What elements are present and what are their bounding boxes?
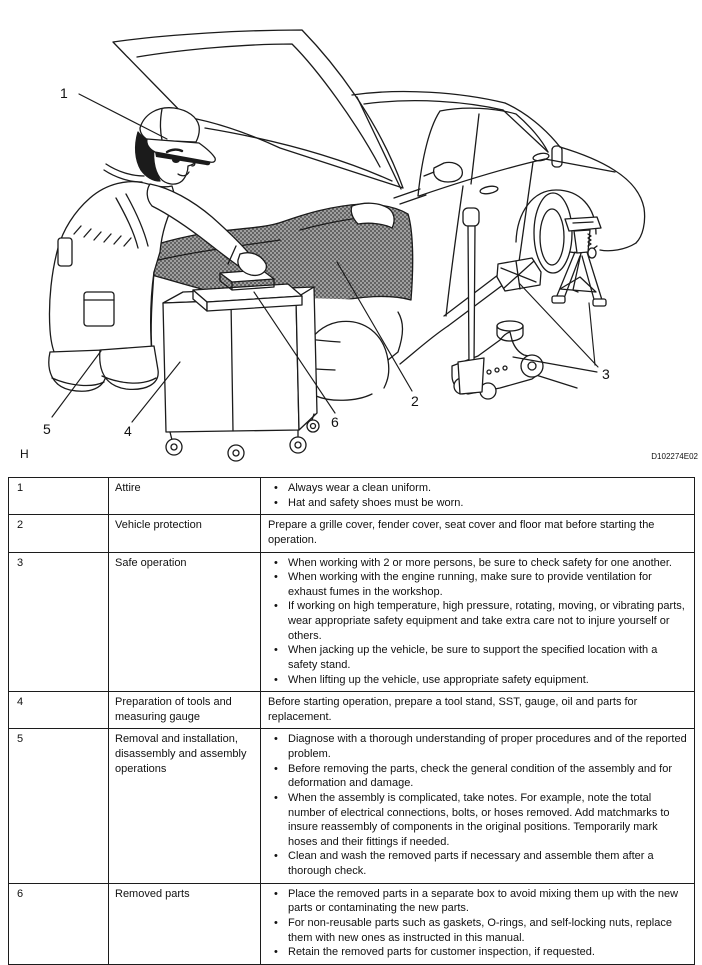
bullet-text: • When the assembly is complicated, take notes. For example, note the total number of electrical connections, bolts, or hoses removed. Add matchmarks to insure reassembly of components in the original positions. Temporarily mark hoses and their fittings if needed. [288, 791, 670, 848]
bullet-text: • Hat and safety shoes must be worn. [288, 496, 464, 509]
bullet-text: • Retain the removed parts for customer inspection, if requested. [288, 946, 595, 959]
bullet-text: • Place the removed parts in a separate box to avoid mixing them up with the new parts or contaminating the new parts. [288, 887, 679, 915]
bullet-item [266, 791, 689, 850]
table-row [9, 729, 695, 883]
safety-table-body [9, 478, 695, 965]
bullet-item [266, 762, 689, 791]
tool-cart [163, 270, 319, 461]
callout-3-leader-stand [589, 303, 595, 365]
row-content-cell [261, 515, 695, 552]
row-number-cell: 2 [9, 515, 109, 552]
row-number-cell: 3 [9, 552, 109, 692]
bullet-text: • Always wear a clean uniform. [288, 482, 432, 494]
bullet-item [266, 732, 689, 761]
bullet-item [266, 556, 689, 571]
figure-corner-label: H [20, 447, 29, 461]
row-content-cell [261, 729, 695, 883]
workshop-illustration [0, 0, 702, 470]
bullet-item [266, 887, 689, 916]
bullet-item [266, 673, 689, 688]
table-row [9, 692, 695, 729]
row-number-cell: 6 [9, 883, 109, 964]
row-content-cell [261, 552, 695, 692]
bullet-text: • If working on high temperature, high pressure, rotating, moving, or vibrating parts, wear appropriate safety equipment and take extra care not to injure yourself or others. [288, 600, 685, 642]
content-text: Before starting operation, prepare a tool stand, SST, gauge, oil and parts for replacement. [268, 696, 638, 723]
bullet-item [266, 849, 689, 878]
bullet-text: • When lifting up the vehicle, use appropriate safety equipment. [288, 673, 589, 686]
content-text: Prepare a grille cover, fender cover, seat cover and floor mat before starting the operation. [268, 519, 655, 546]
bullet-text: • When jacking up the vehicle, be sure to support the specified location with a safety stand. [288, 644, 658, 671]
callout-2: 2 [411, 393, 419, 409]
table-row [9, 478, 695, 515]
rear-wheel [534, 193, 572, 273]
jack-handle [458, 208, 484, 394]
row-content-cell [261, 883, 695, 964]
bullet-item [266, 916, 689, 945]
row-number-cell: 5 [9, 729, 109, 883]
illustration-svg [0, 0, 702, 470]
callout-3: 3 [602, 366, 610, 382]
row-item-cell: Attire [109, 478, 261, 515]
bullet-item [266, 945, 689, 960]
table-row [9, 515, 695, 552]
figure-code: D102274E02 [651, 452, 698, 461]
table-row [9, 552, 695, 692]
row-number-cell: 1 [9, 478, 109, 515]
bullet-text: • Diagnose with a thorough understanding of proper procedures and of the reported problem. [288, 733, 687, 760]
bullet-text: • When working with the engine running, make sure to provide ventilation for exhaust fumes in the workshop. [288, 571, 652, 598]
callout-1: 1 [60, 85, 68, 101]
support-block [497, 258, 541, 291]
eye [172, 157, 180, 163]
row-content-cell [261, 692, 695, 729]
row-item-cell: Removal and installation, disassembly and assembly operations [109, 729, 261, 883]
bullet-text: • Clean and wash the removed parts if necessary and assemble them after a thorough check. [288, 850, 654, 877]
pants-pocket [84, 292, 114, 326]
table-row [9, 883, 695, 964]
bullet-item [266, 599, 689, 643]
bullet-item [266, 481, 689, 496]
bullet-item [266, 496, 689, 511]
callout-5: 5 [43, 421, 51, 437]
row-item-cell: Safe operation [109, 552, 261, 692]
bullet-item [266, 570, 689, 599]
row-item-cell: Removed parts [109, 883, 261, 964]
boots [49, 346, 158, 391]
row-content-cell [261, 478, 695, 515]
bullet-text: • When working with 2 or more persons, be sure to check safety for one another. [288, 556, 672, 569]
bullet-text: • Before removing the parts, check the general condition of the assembly and for deformation and damage. [288, 762, 672, 790]
safety-precautions-table [8, 477, 695, 965]
row-item-cell: Vehicle protection [109, 515, 261, 552]
row-number-cell: 4 [9, 692, 109, 729]
bullet-text: • For non-reusable parts such as gaskets, O-rings, and self-locking nuts, replace them with new ones as instructed in this manual. [288, 916, 672, 944]
callout-4: 4 [124, 423, 132, 439]
row-item-cell: Preparation of tools and measuring gauge [109, 692, 261, 729]
bullet-item [266, 643, 689, 672]
callout-6: 6 [331, 414, 339, 430]
